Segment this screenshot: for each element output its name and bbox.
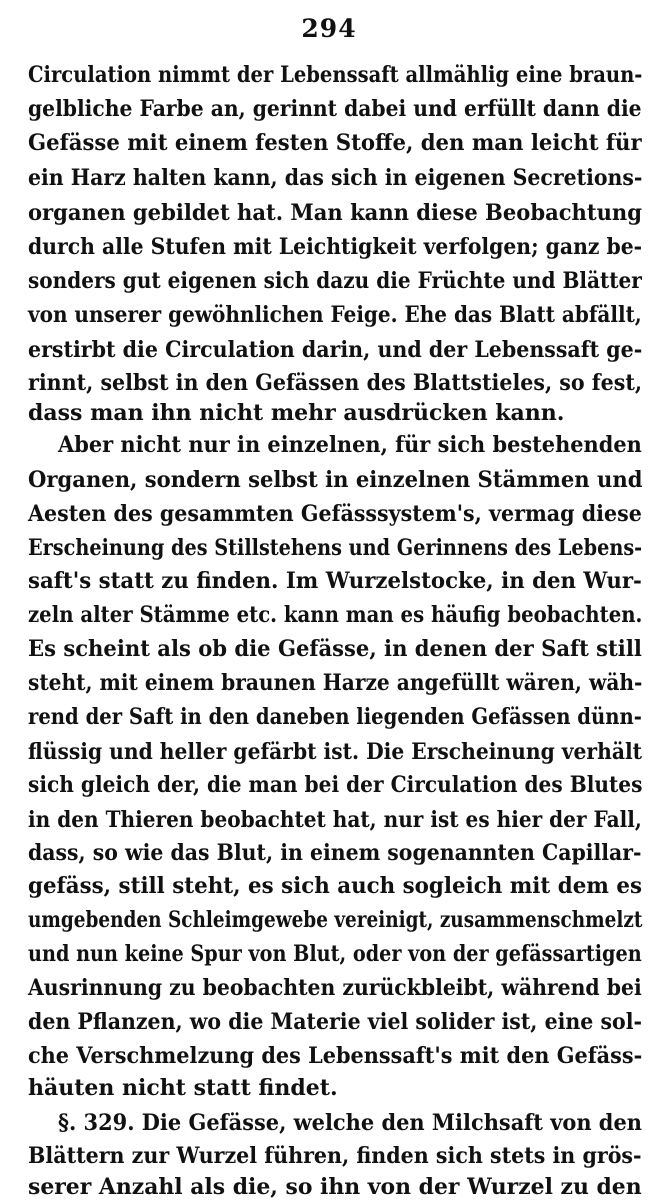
- text-line: durch alle Stufen mit Leichtigkeit verfolgen; ganz be-: [28, 234, 643, 260]
- text-line: rinnt, selbst in den Gefässen des Blattstieles, so fest,: [28, 370, 643, 396]
- text-line: häuten nicht statt findet.: [28, 1075, 338, 1101]
- text-line: flüssig und heller gefärbt ist. Die Erscheinung verhält: [28, 739, 642, 765]
- text-line: Ausrinnung zu beobachten zurückbleibt, während bei: [28, 975, 642, 1001]
- text-line: von unserer gewöhnlichen Feige. Ehe das Blatt abfällt,: [28, 302, 642, 328]
- text-line: ein Harz halten kann, das sich in eigenen Secretions-: [28, 165, 643, 191]
- text-line: dass, so wie das Blut, in einem sogenannten Capillar-: [28, 840, 642, 866]
- text-line: saft's statt zu finden. Im Wurzelstocke, in den Wur-: [28, 568, 642, 594]
- text-line: dass man ihn nicht mehr ausdrücken kann.: [28, 400, 565, 426]
- text-line: und nun keine Spur von Blut, oder von der gefässartigen: [28, 941, 642, 967]
- text-line: Es scheint als ob die Gefässe, in denen der Saft still: [28, 636, 642, 662]
- text-line: gefäss, still steht, es sich auch sogleich mit dem es: [28, 873, 642, 899]
- page-number: 294: [301, 14, 357, 43]
- text-line: Gefässe mit einem festen Stoffe, den man leicht für: [28, 130, 642, 156]
- text-line: sich gleich der, die man bei der Circulation des Blutes: [28, 772, 643, 798]
- text-line: serer Anzahl als die, so ihn von der Wurzel zu den: [28, 1174, 642, 1200]
- text-line: Blättern zur Wurzel führen, finden sich stets in grös-: [28, 1143, 642, 1169]
- text-line: erstirbt die Circulation darin, und der Lebenssaft ge-: [28, 337, 643, 363]
- text-line: Erscheinung des Stillstehens und Gerinnens des Lebens-: [28, 535, 643, 561]
- text-line: gelbliche Farbe an, gerinnt dabei und erfüllt dann die: [28, 96, 642, 122]
- text-line: che Verschmelzung des Lebenssaft's mit den Gefäss-: [28, 1043, 643, 1069]
- text-line: Circulation nimmt der Lebenssaft allmählig eine braun-: [28, 62, 643, 88]
- text-line: Aber nicht nur in einzelnen, für sich bestehenden: [58, 432, 642, 458]
- text-line: rend der Saft in den daneben liegenden Gefässen dünn-: [28, 704, 642, 730]
- text-line: organen gebildet hat. Man kann diese Beobachtung: [28, 200, 642, 226]
- text-line: steht, mit einem braunen Harze angefüllt wären, wäh-: [28, 670, 643, 696]
- text-line: den Pflanzen, wo die Materie viel solider ist, eine sol-: [28, 1009, 643, 1035]
- text-line: in den Thieren beobachtet hat, nur ist es hier der Fall,: [28, 807, 642, 833]
- text-line: §. 329. Die Gefässe, welche den Milchsaft von den: [58, 1110, 642, 1136]
- text-line: sonders gut eigenen sich dazu die Früchte und Blätter: [28, 268, 642, 294]
- text-line: zeln alter Stämme etc. kann man es häufig beobachten.: [28, 602, 643, 628]
- text-line: umgebenden Schleimgewebe vereinigt, zusammenschmelzt: [28, 907, 643, 933]
- text-line: Aesten des gesammten Gefässsystem's, vermag diese: [28, 501, 642, 527]
- text-line: Organen, sondern selbst in einzelnen Stämmen und: [28, 467, 643, 493]
